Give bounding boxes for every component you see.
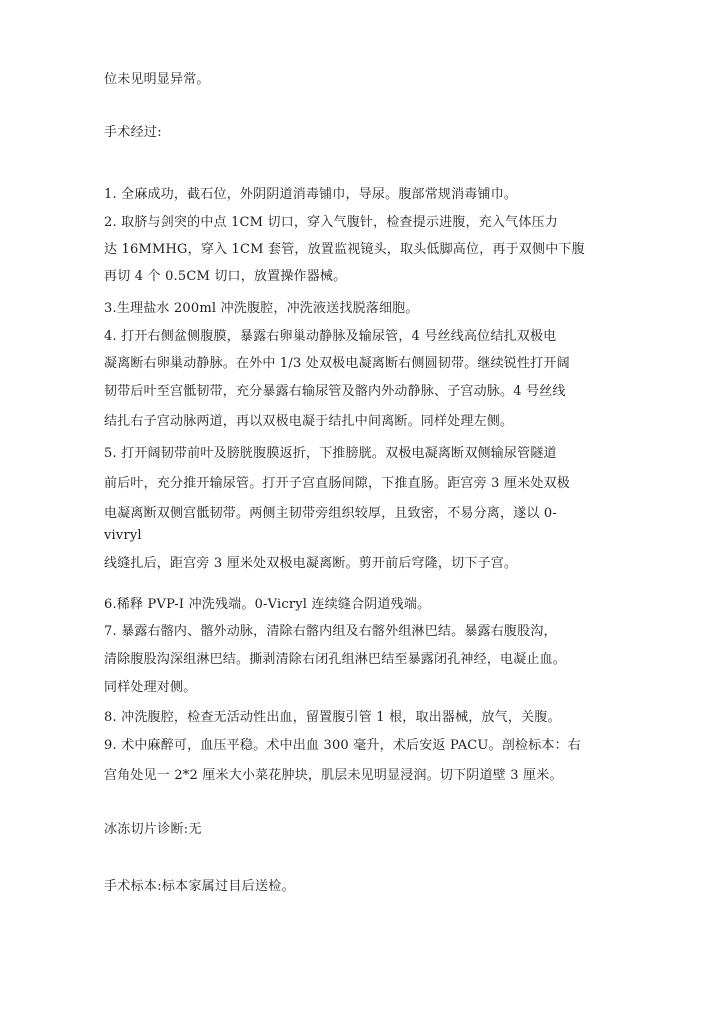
frozen-section-line: 冰冻切片诊断:无 — [104, 822, 202, 837]
procedure-line: 5. 打开阔韧带前叶及膀胱腹膜返折，下推膀胱。双极电凝离断双侧输尿管隧道 — [104, 446, 557, 461]
procedure-line: 2. 取脐与剑突的中点 1CM 切口，穿入气腹针，检查提示进腹，充入气体压力 — [104, 215, 558, 230]
procedure-line: 同样处理对侧。 — [104, 680, 197, 695]
procedure-line: 结扎右子宫动脉两道，再以双极电凝于结扎中间离断。同样处理左侧。 — [104, 414, 514, 429]
procedure-line: 宫角处见一 2*2 厘米大小菜花肿块，肌层未见明显浸润。切下阴道壁 3 厘米。 — [104, 768, 563, 783]
procedure-line: 线缝扎后，距宫旁 3 厘米处双极电凝离断。剪开前后穹隆，切下子宫。 — [104, 556, 518, 571]
intro-line: 位未见明显异常。 — [104, 72, 210, 87]
procedure-line: 达 16MMHG，穿入 1CM 套管，放置监视镜头，取头低脚高位，再于双侧中下腹 — [104, 242, 585, 257]
procedure-line: 电凝离断双侧宫骶韧带。两侧主韧带旁组织较厚，且致密，不易分离，遂以 0- — [104, 506, 557, 521]
procedure-line: 1. 全麻成功，截石位，外阴阴道消毒铺巾，导尿。腹部常规消毒铺巾。 — [104, 187, 518, 202]
procedure-heading: 手术经过: — [104, 125, 162, 140]
procedure-line: 8. 冲洗腹腔，检查无活动性出血，留置腹引管 1 根，取出器械，放气，关腹。 — [104, 710, 561, 725]
procedure-line: vivryl — [104, 528, 142, 543]
procedure-line: 再切 4 个 0.5CM 切口，放置操作器械。 — [104, 269, 347, 284]
specimen-line: 手术标本:标本家属过目后送检。 — [104, 879, 295, 894]
procedure-line: 清除腹股沟深组淋巴结。撕剥清除右闭孔组淋巴结至暴露闭孔神经，电凝止血。 — [104, 652, 567, 667]
procedure-line: 韧带后叶至宫骶韧带，充分暴露右输尿管及髂内外动静脉、子宫动脉。4 号丝线 — [104, 384, 566, 399]
procedure-line: 7. 暴露右髂内、髂外动脉，清除右髂内组及右髂外组淋巴结。暴露右腹股沟， — [104, 624, 557, 639]
procedure-line: 前后叶，充分推开输尿管。打开子宫直肠间隙，下推直肠。距宫旁 3 厘米处双极 — [104, 476, 570, 491]
procedure-line: 4. 打开右侧盆侧腹膜，暴露右卵巢动静脉及输尿管，4 号丝线高位结扎双极电 — [104, 329, 557, 344]
procedure-line: 6.稀释 PVP-I 冲洗残端。0-Vicryl 连续缝合阴道残端。 — [104, 597, 431, 612]
procedure-line: 3.生理盐水 200ml 冲洗腹腔，冲洗液送找脱落细胞。 — [104, 301, 419, 316]
procedure-line: 凝离断右卵巢动静脉。在外中 1/3 处双极电凝离断右侧圆韧带。继续锐性打开阔 — [104, 356, 570, 371]
procedure-line: 9. 术中麻醉可，血压平稳。术中出血 300 毫升，术后安返 PACU。剖检标本：右 — [104, 738, 581, 753]
